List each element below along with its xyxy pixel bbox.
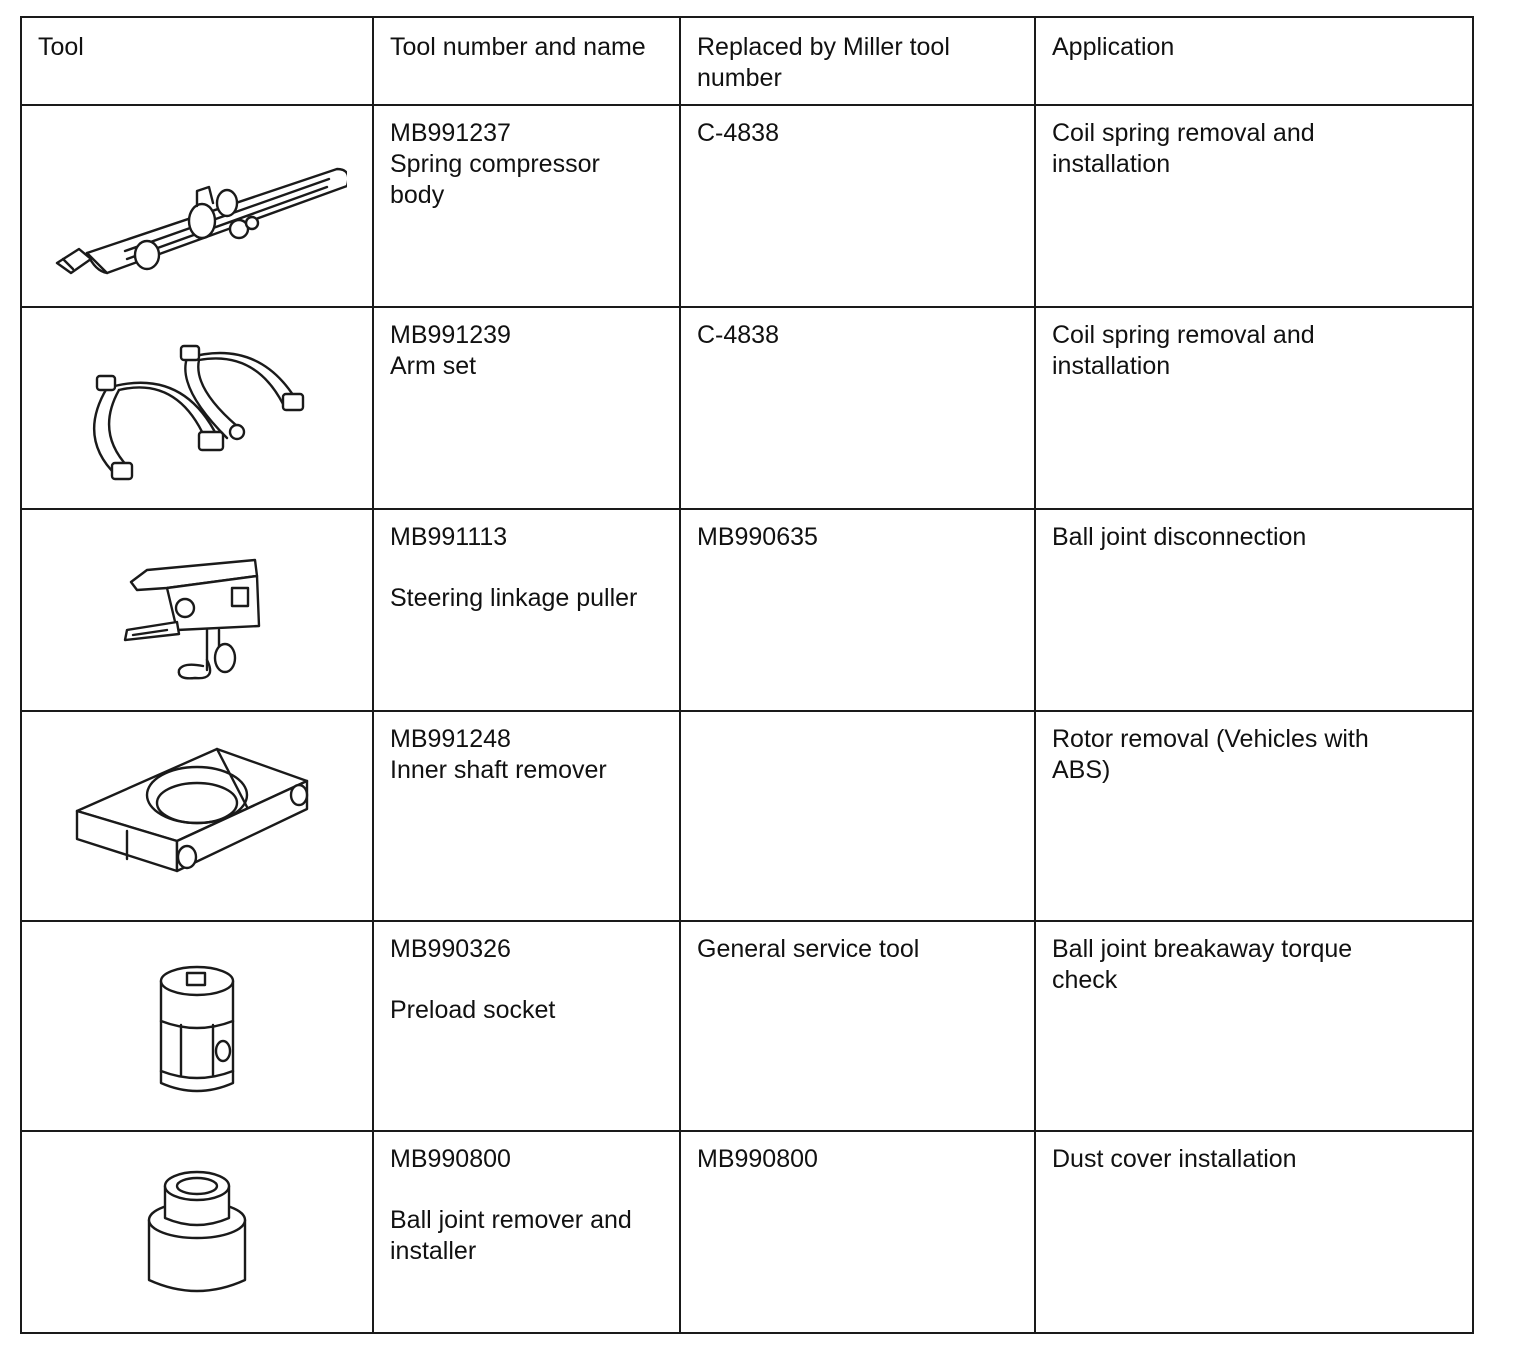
tool-number-name-cell [373, 307, 680, 509]
table-row [21, 105, 1473, 307]
tool-number: MB991237 [390, 119, 511, 147]
preload-socket-icon [137, 951, 257, 1101]
application-cell [1035, 105, 1473, 307]
tool-image-cell [21, 1131, 373, 1333]
tool-image-cell [21, 921, 373, 1131]
ball-joint-remover-installer-icon [137, 1162, 257, 1302]
miller-number-cell: MB990635 [680, 509, 1035, 711]
tool-name: Preload socket [390, 996, 556, 1024]
header-tool-number-name: Tool number and name [373, 17, 680, 105]
tool-number: MB991239 [390, 321, 511, 349]
table-row [21, 509, 1473, 711]
tool-image-cell [21, 711, 373, 921]
tool-number: MB991113 [390, 523, 508, 551]
application-text: Coil spring removal and installation [1052, 321, 1315, 380]
application-text: Rotor removal (Vehicles with ABS) [1052, 725, 1369, 784]
application-text: Ball joint breakaway torque check [1052, 935, 1353, 994]
tool-image-cell [21, 509, 373, 711]
inner-shaft-remover-icon [67, 741, 327, 891]
tool-image-cell [21, 105, 373, 307]
header-application: Application [1035, 17, 1473, 105]
tool-number-name-cell [373, 1131, 680, 1333]
tool-number-name-cell [373, 921, 680, 1131]
header-miller-number [680, 17, 1035, 105]
application-cell [1035, 307, 1473, 509]
application-cell: Dust cover installation [1035, 1131, 1473, 1333]
application-text: Coil spring removal and installation [1052, 119, 1315, 178]
spring-compressor-body-icon [47, 131, 347, 281]
tool-name: Inner shaft remover [390, 756, 607, 784]
tool-number-name-cell [373, 711, 680, 921]
table-row [21, 921, 1473, 1131]
miller-number-cell: C-4838 [680, 105, 1035, 307]
tool-number-name-cell [373, 509, 680, 711]
tool-number: MB990326 [390, 935, 511, 963]
table-row [21, 307, 1473, 509]
tool-name: Spring compressor body [390, 150, 600, 209]
application-cell [1035, 711, 1473, 921]
header-miller-number-text: Replaced by Miller tool number [697, 33, 950, 92]
miller-number-cell: MB990800 [680, 1131, 1035, 1333]
miller-number-cell: C-4838 [680, 307, 1035, 509]
tool-name: Arm set [390, 352, 477, 380]
tool-name: Ball joint remover and installer [390, 1206, 632, 1265]
miller-number-cell: General service tool [680, 921, 1035, 1131]
tool-name: Steering linkage puller [390, 584, 638, 612]
special-tools-table [20, 16, 1474, 1334]
table-row [21, 711, 1473, 921]
steering-linkage-puller-icon [107, 530, 287, 690]
header-tool: Tool [21, 17, 373, 105]
tool-image-cell [21, 307, 373, 509]
tool-number-name-cell [373, 105, 680, 307]
arm-set-icon [77, 328, 317, 488]
tool-number: MB991248 [390, 725, 511, 753]
table-header-row [21, 17, 1473, 105]
application-cell: Ball joint disconnection [1035, 509, 1473, 711]
application-cell [1035, 921, 1473, 1131]
miller-number-cell [680, 711, 1035, 921]
tool-number: MB990800 [390, 1145, 511, 1173]
table-row [21, 1131, 1473, 1333]
